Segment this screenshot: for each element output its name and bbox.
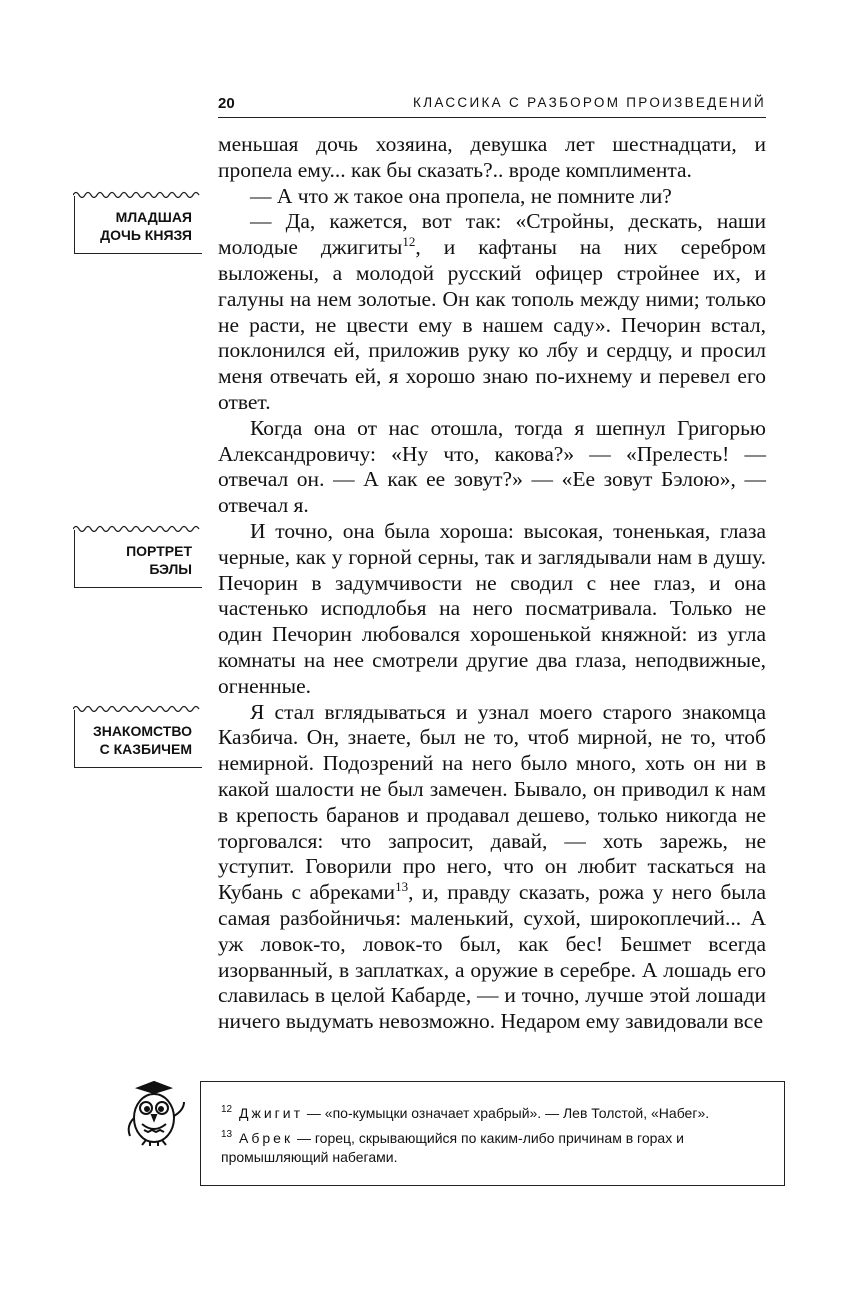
footnote-number: 12 [221, 1104, 233, 1116]
margin-note-youngest-daughter [74, 196, 202, 254]
footnote [221, 1129, 770, 1167]
paragraph: И точно, она была хороша: высокая, тоненькая, глаза черные, как у горной серны, так и заглядывали нам в душу. Печорин в задумчивости не сводил с нее глаз, и она частенько исподлобья на него посматривала. Только не один Печорин любовался хорошенькой княжной: из угла комнаты на нее смотрели другие два глаза, неподвижные, огненные. [218, 518, 766, 698]
main-text [218, 132, 766, 1035]
footnote-text: — «по-кумыцки означает храбрый». — Лев Толстой, «Набег». [303, 1105, 710, 1121]
margin-note-line1: ПОРТРЕТ [126, 543, 192, 559]
footnote-number: 13 [221, 1129, 233, 1141]
wavy-border-icon [73, 704, 203, 712]
owl-mascot-icon [120, 1078, 190, 1148]
paragraph-text: , и кафтаны на них серебром выложены, а молодой русский офицер стройнее их, и галуны на нем золотые. Он как тополь между ними; только не расти, не цвести ему в нашем саду». Печорин встал, поклонился ей, приложив руку ко лбу и сердцу, и просил меня отвечать ей, я хорошо знаю по-ихнему и перевел его ответ. [218, 235, 767, 414]
wavy-border-icon [73, 524, 203, 532]
margin-note-line2: БЭЛЫ [149, 561, 192, 577]
running-title: КЛАССИКА С РАЗБОРОМ ПРОИЗВЕДЕНИЙ [413, 95, 766, 110]
paragraph: — А что ж такое она пропела, не помните ли? [250, 183, 672, 208]
footnote-ref[interactable]: 13 [395, 878, 409, 894]
footnotes-box [200, 1081, 785, 1186]
footnote-text: — горец, скрывающийся по каким-либо причинам в горах и промышляющий набегами. [221, 1130, 684, 1165]
paragraph [218, 700, 766, 1035]
footnote-term: Джигит [239, 1105, 304, 1121]
footnote-term: Абрек [239, 1130, 294, 1146]
paragraph-text: Я стал вглядываться и узнал моего старого знакомца Казбича. Он, знаете, был не то, чтоб мирной, не то, чтоб немирной. Подозрений на него было много, хоть он ни в какой шалости не был замечен. Бывало, он приводил к нам в крепость баранов и продавал дешево, только никогда не торговался: что запросит, давай, — хоть зарежь, не уступит. Говорили про него, что он любит таскаться на Кубань с абреками [218, 699, 766, 905]
wavy-border-icon [73, 190, 203, 198]
margin-note-line2: С КАЗБИЧЕМ [99, 741, 192, 757]
margin-note-line1: ЗНАКОМСТВО [92, 723, 192, 739]
footnote-ref[interactable]: 12 [402, 234, 416, 250]
paragraph: Когда она от нас отошла, тогда я шепнул Григорью Александровичу: «Ну что, какова?» — «Прелесть! — отвечал он. — А как ее зовут?» — «Ее зовут Бэлою», — отвечал я. [218, 415, 766, 518]
margin-note-line1: МЛАДШАЯ [115, 209, 192, 225]
paragraph-text: , и, правду сказать, рожа у него была самая разбойничья: маленький, сухой, широкоплечий... А уж ловок-то, ловок-то был, как бес! Бешмет всегда изорванный, в заплатках, а оружие в серебре. А лошадь его славилась в целой Кабарде, — и точно, лучше этой лошади ничего выдумать невозможно. Недаром ему завидовали все [218, 880, 766, 1034]
paragraph [218, 209, 766, 415]
paragraph-text: — Да, кажется, вот так: «Стройны, дескать, наши молодые джигиты [218, 209, 766, 260]
paragraph: меньшая дочь хозяина, девушка лет шестнадцати, и пропела ему... как бы сказать?.. вроде комплимента. [218, 132, 766, 182]
footnote [221, 1104, 770, 1123]
page-number: 20 [218, 95, 235, 112]
margin-note-kazbich [74, 710, 202, 768]
running-header [218, 95, 766, 118]
margin-note-bela-portrait [74, 530, 202, 588]
margin-note-line2: ДОЧЬ КНЯЗЯ [100, 227, 192, 243]
